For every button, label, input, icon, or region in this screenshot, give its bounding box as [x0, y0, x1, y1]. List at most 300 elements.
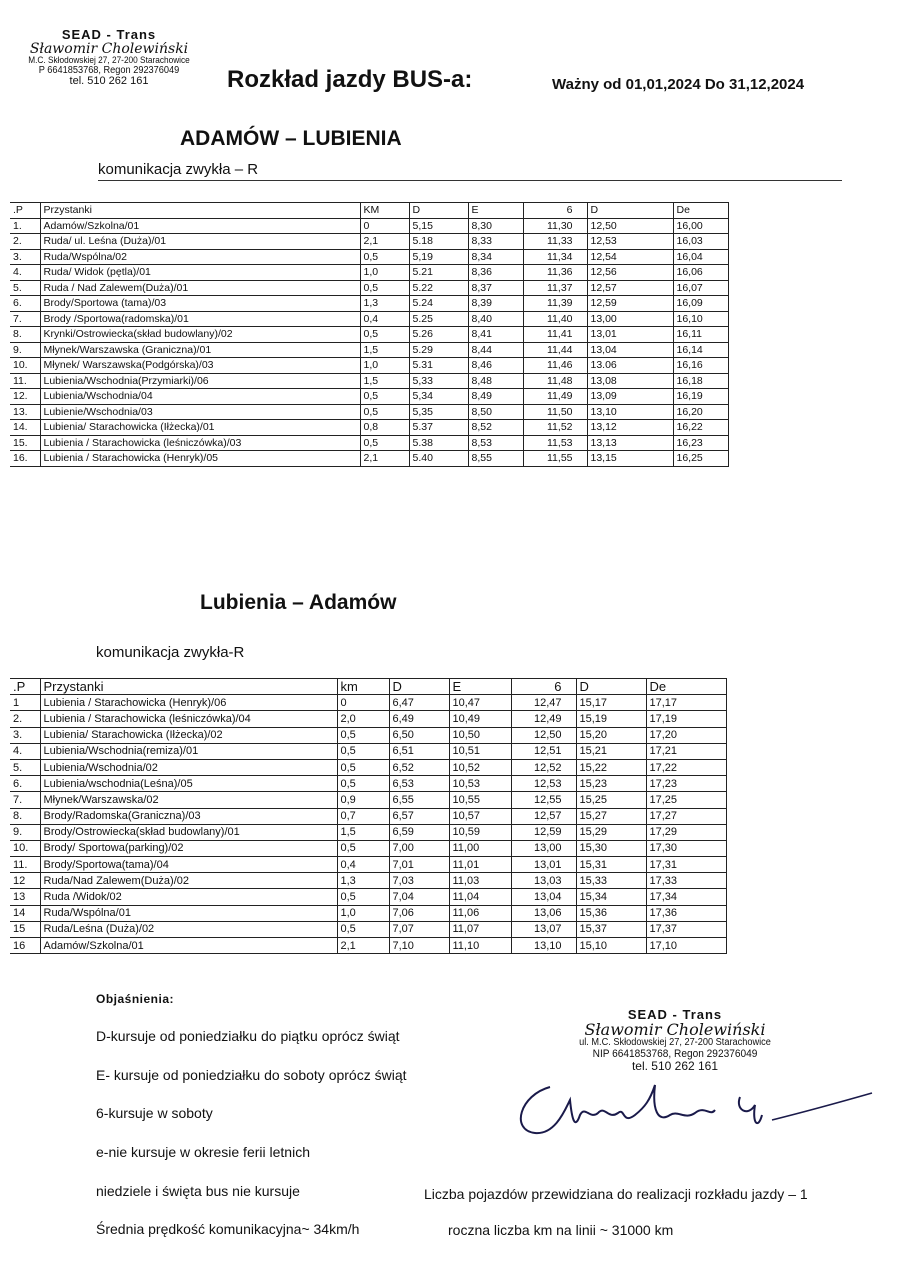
- cell-col-stop: Brody/ Sportowa(parking)/02: [40, 840, 337, 856]
- table-row: [10, 358, 728, 374]
- header-col-de: De: [673, 203, 728, 219]
- cell-col-d2: 13,01: [587, 327, 673, 343]
- cell-col-lp: 11.: [10, 373, 40, 389]
- route2-timetable: [10, 678, 727, 954]
- table-row: [10, 327, 728, 343]
- cell-col-stop: Krynki/Ostrowiecka(skład budowlany)/02: [40, 327, 360, 343]
- cell-col-d2: 15,37: [576, 921, 646, 937]
- cell-col-e: 10,50: [449, 727, 511, 743]
- cell-col-de: 16,06: [673, 265, 728, 281]
- cell-col-e: 8,53: [468, 435, 523, 451]
- route1-subtitle: komunikacja zwykła – R: [98, 161, 259, 178]
- cell-col-km: 1,5: [337, 824, 389, 840]
- legend-item: 6-kursuje w soboty: [96, 1105, 213, 1121]
- header-col-d2: D: [587, 203, 673, 219]
- cell-col-6: 11,40: [523, 311, 587, 327]
- cell-col-d2: 13,09: [587, 389, 673, 405]
- cell-col-km: 1,5: [360, 373, 409, 389]
- cell-col-d: 5,35: [409, 404, 468, 420]
- cell-col-6: 12,50: [511, 727, 576, 743]
- cell-col-6: 11,30: [523, 218, 587, 234]
- cell-col-e: 8,30: [468, 218, 523, 234]
- header-col-km: KM: [360, 203, 409, 219]
- cell-col-lp: 3.: [10, 249, 40, 265]
- header-col-d: D: [389, 679, 449, 695]
- cell-col-de: 17,17: [646, 695, 726, 711]
- cell-col-lp: 8.: [10, 808, 40, 824]
- cell-col-d2: 13,12: [587, 420, 673, 436]
- cell-col-e: 8,40: [468, 311, 523, 327]
- cell-col-km: 0,4: [337, 857, 389, 873]
- cell-col-lp: 12.: [10, 389, 40, 405]
- cell-col-de: 16,16: [673, 358, 728, 374]
- header-col-lp: .P: [10, 203, 40, 219]
- table-row: [10, 280, 728, 296]
- cell-col-de: 16,03: [673, 234, 728, 250]
- stamp-ids: NIP 6641853768, Regon 292376049: [592, 1047, 758, 1060]
- cell-col-d: 5.25: [409, 311, 468, 327]
- cell-col-d2: 15,17: [576, 695, 646, 711]
- stamp-company: SEAD - Trans: [627, 1007, 723, 1022]
- cell-col-km: 1,3: [337, 873, 389, 889]
- route1-rule: [98, 180, 842, 181]
- cell-col-d2: 15,33: [576, 873, 646, 889]
- cell-col-de: 17,19: [646, 711, 726, 727]
- table-row: [10, 249, 728, 265]
- header-col-km: km: [337, 679, 389, 695]
- cell-col-e: 11,06: [449, 905, 511, 921]
- cell-col-stop: Lubienia / Starachowicka (leśniczówka)/03: [40, 435, 360, 451]
- legend-item: e-nie kursuje w okresie ferii letnich: [96, 1144, 310, 1160]
- cell-col-km: 0,4: [360, 311, 409, 327]
- cell-col-stop: Lubienia / Starachowicka (leśniczówka)/04: [40, 711, 337, 727]
- cell-col-de: 16,20: [673, 404, 728, 420]
- table-row: [10, 840, 726, 856]
- table-row: [10, 373, 728, 389]
- cell-col-stop: Brody/Sportowa(tama)/04: [40, 857, 337, 873]
- stamp-address: M.C. Skłodowskiej 27, 27-200 Starachowice: [28, 55, 190, 66]
- cell-col-6: 12,51: [511, 743, 576, 759]
- cell-col-6: 11,36: [523, 265, 587, 281]
- cell-col-e: 10,53: [449, 776, 511, 792]
- cell-col-stop: Lubienia/ Starachowicka (Iłżecka)/01: [40, 420, 360, 436]
- cell-col-km: 1,5: [360, 342, 409, 358]
- cell-col-e: 8,55: [468, 451, 523, 467]
- cell-col-e: 8,41: [468, 327, 523, 343]
- cell-col-d: 6,55: [389, 792, 449, 808]
- cell-col-de: 16,18: [673, 373, 728, 389]
- cell-col-e: 8,46: [468, 358, 523, 374]
- cell-col-km: 2,1: [337, 938, 389, 954]
- cell-col-km: 1,0: [360, 265, 409, 281]
- cell-col-lp: 10.: [10, 358, 40, 374]
- table-row: [10, 792, 726, 808]
- cell-col-d: 7,10: [389, 938, 449, 954]
- cell-col-d2: 12,53: [587, 234, 673, 250]
- stamp-owner: Sławomir Cholewiński: [584, 1019, 766, 1039]
- header-col-d: D: [409, 203, 468, 219]
- cell-col-de: 17,21: [646, 743, 726, 759]
- header-col-lp: .P: [10, 679, 40, 695]
- cell-col-km: 0,5: [337, 921, 389, 937]
- cell-col-lp: 7.: [10, 792, 40, 808]
- yearly-km: roczna liczba km na linii ~ 31000 km: [448, 1222, 674, 1238]
- cell-col-km: 2,0: [337, 711, 389, 727]
- cell-col-km: 0,5: [360, 389, 409, 405]
- cell-col-d: 6,53: [389, 776, 449, 792]
- cell-col-stop: Lubienia/Wschodnia(remiza)/01: [40, 743, 337, 759]
- cell-col-e: 8,34: [468, 249, 523, 265]
- table-row: [10, 451, 728, 467]
- cell-col-stop: Brody/Ostrowiecka(skład budowlany)/01: [40, 824, 337, 840]
- cell-col-6: 11,53: [523, 435, 587, 451]
- cell-col-lp: 8.: [10, 327, 40, 343]
- cell-col-lp: 11.: [10, 857, 40, 873]
- table-row: [10, 311, 728, 327]
- cell-col-d: 5,19: [409, 249, 468, 265]
- cell-col-lp: 13: [10, 889, 40, 905]
- cell-col-d2: 15,25: [576, 792, 646, 808]
- cell-col-d: 7,04: [389, 889, 449, 905]
- cell-col-e: 11,10: [449, 938, 511, 954]
- cell-col-e: 8,48: [468, 373, 523, 389]
- cell-col-de: 16,09: [673, 296, 728, 312]
- cell-col-d2: 13,00: [587, 311, 673, 327]
- cell-col-de: 17,33: [646, 873, 726, 889]
- cell-col-e: 10,57: [449, 808, 511, 824]
- cell-col-stop: Lubienia / Starachowicka (Henryk)/05: [40, 451, 360, 467]
- cell-col-de: 17,31: [646, 857, 726, 873]
- cell-col-d2: 15,19: [576, 711, 646, 727]
- cell-col-6: 12,53: [511, 776, 576, 792]
- cell-col-d: 5.29: [409, 342, 468, 358]
- company-stamp-top: [14, 28, 204, 88]
- cell-col-d: 7,07: [389, 921, 449, 937]
- cell-col-km: 0: [360, 218, 409, 234]
- table-row: [10, 905, 726, 921]
- cell-col-lp: 14.: [10, 420, 40, 436]
- cell-col-km: 0,9: [337, 792, 389, 808]
- cell-col-e: 8,52: [468, 420, 523, 436]
- cell-col-d: 6,49: [389, 711, 449, 727]
- route2-title: Lubienia – Adamów: [200, 591, 397, 614]
- cell-col-d: 7,03: [389, 873, 449, 889]
- cell-col-lp: 2.: [10, 711, 40, 727]
- cell-col-km: 0,8: [360, 420, 409, 436]
- cell-col-km: 0,5: [337, 889, 389, 905]
- stamp-phone: tel. 510 262 161: [631, 1059, 719, 1074]
- cell-col-km: 0,5: [337, 776, 389, 792]
- cell-col-d: 6,50: [389, 727, 449, 743]
- cell-col-lp: 9.: [10, 342, 40, 358]
- cell-col-stop: Ruda /Widok/02: [40, 889, 337, 905]
- cell-col-lp: 1.: [10, 218, 40, 234]
- cell-col-lp: 5.: [10, 759, 40, 775]
- cell-col-stop: Brody/Radomska(Graniczna)/03: [40, 808, 337, 824]
- header-col-de: De: [646, 679, 726, 695]
- cell-col-lp: 7.: [10, 311, 40, 327]
- table-row: [10, 743, 726, 759]
- cell-col-stop: Lubienie/Wschodnia/03: [40, 404, 360, 420]
- cell-col-e: 10,59: [449, 824, 511, 840]
- legend-item: D-kursuje od poniedziałku do piątku oprócz świąt: [96, 1028, 400, 1044]
- cell-col-6: 11,39: [523, 296, 587, 312]
- table-header-row: [10, 203, 728, 219]
- cell-col-stop: Lubienia/Wschodnia(Przymiarki)/06: [40, 373, 360, 389]
- cell-col-6: 12,59: [511, 824, 576, 840]
- cell-col-d: 6,52: [389, 759, 449, 775]
- stamp-company: SEAD - Trans: [61, 27, 157, 42]
- header-col-e: E: [468, 203, 523, 219]
- cell-col-km: 0,5: [360, 280, 409, 296]
- cell-col-stop: Ruda/Leśna (Duża)/02: [40, 921, 337, 937]
- cell-col-6: 13,06: [511, 905, 576, 921]
- cell-col-km: 0,7: [337, 808, 389, 824]
- company-stamp-bottom: [560, 1008, 790, 1073]
- cell-col-6: 13,00: [511, 840, 576, 856]
- cell-col-de: 17,22: [646, 759, 726, 775]
- table-row: [10, 727, 726, 743]
- cell-col-6: 13,01: [511, 857, 576, 873]
- cell-col-d2: 15,22: [576, 759, 646, 775]
- cell-col-d2: 13.06: [587, 358, 673, 374]
- cell-col-6: 11,55: [523, 451, 587, 467]
- cell-col-de: 16,10: [673, 311, 728, 327]
- cell-col-lp: 15.: [10, 435, 40, 451]
- table-row: [10, 218, 728, 234]
- cell-col-d: 5.18: [409, 234, 468, 250]
- cell-col-d2: 15,23: [576, 776, 646, 792]
- cell-col-d: 6,59: [389, 824, 449, 840]
- table-row: [10, 296, 728, 312]
- cell-col-e: 10,55: [449, 792, 511, 808]
- cell-col-lp: 3.: [10, 727, 40, 743]
- cell-col-de: 16,11: [673, 327, 728, 343]
- cell-col-de: 17,20: [646, 727, 726, 743]
- cell-col-km: 0,5: [337, 759, 389, 775]
- cell-col-d: 6,47: [389, 695, 449, 711]
- cell-col-e: 11,01: [449, 857, 511, 873]
- cell-col-d2: 13,15: [587, 451, 673, 467]
- cell-col-stop: Młynek/Warszawska (Graniczna)/01: [40, 342, 360, 358]
- cell-col-d2: 12,57: [587, 280, 673, 296]
- cell-col-km: 0: [337, 695, 389, 711]
- cell-col-stop: Ruda/Wspólna/01: [40, 905, 337, 921]
- cell-col-stop: Lubienia/ Starachowicka (Iłżecka)/02: [40, 727, 337, 743]
- cell-col-de: 16,19: [673, 389, 728, 405]
- table-row: [10, 389, 728, 405]
- table-row: [10, 889, 726, 905]
- cell-col-de: 17,34: [646, 889, 726, 905]
- cell-col-6: 11,50: [523, 404, 587, 420]
- cell-col-stop: Młynek/Warszawska/02: [40, 792, 337, 808]
- cell-col-d: 5.31: [409, 358, 468, 374]
- cell-col-e: 11,04: [449, 889, 511, 905]
- header-col-d2: D: [576, 679, 646, 695]
- cell-col-d2: 15,36: [576, 905, 646, 921]
- cell-col-km: 0,5: [337, 727, 389, 743]
- cell-col-km: 0,5: [337, 840, 389, 856]
- cell-col-km: 1,0: [337, 905, 389, 921]
- cell-col-d2: 15,21: [576, 743, 646, 759]
- cell-col-d2: 13,13: [587, 435, 673, 451]
- cell-col-lp: 14: [10, 905, 40, 921]
- cell-col-km: 0,5: [360, 404, 409, 420]
- cell-col-d2: 12,56: [587, 265, 673, 281]
- cell-col-de: 16,00: [673, 218, 728, 234]
- cell-col-lp: 15: [10, 921, 40, 937]
- signature: [510, 1075, 890, 1145]
- cell-col-d2: 12,54: [587, 249, 673, 265]
- cell-col-6: 12,49: [511, 711, 576, 727]
- cell-col-stop: Młynek/ Warszawska(Podgórska)/03: [40, 358, 360, 374]
- cell-col-d: 5,33: [409, 373, 468, 389]
- cell-col-km: 0,5: [337, 743, 389, 759]
- cell-col-6: 13,03: [511, 873, 576, 889]
- legend-item: niedziele i święta bus nie kursuje: [96, 1183, 300, 1199]
- table-header-row: [10, 679, 726, 695]
- cell-col-de: 17,25: [646, 792, 726, 808]
- cell-col-lp: 12: [10, 873, 40, 889]
- cell-col-stop: Lubienia/Wschodnia/02: [40, 759, 337, 775]
- cell-col-e: 11,03: [449, 873, 511, 889]
- cell-col-d: 5.38: [409, 435, 468, 451]
- cell-col-e: 10,52: [449, 759, 511, 775]
- cell-col-stop: Ruda / Nad Zalewem(Duża)/01: [40, 280, 360, 296]
- cell-col-6: 13,07: [511, 921, 576, 937]
- cell-col-lp: 10.: [10, 840, 40, 856]
- cell-col-stop: Ruda/Wspólna/02: [40, 249, 360, 265]
- header-col-stop: Przystanki: [40, 203, 360, 219]
- cell-col-6: 13,04: [511, 889, 576, 905]
- cell-col-km: 2,1: [360, 451, 409, 467]
- cell-col-d: 6,51: [389, 743, 449, 759]
- cell-col-6: 11,49: [523, 389, 587, 405]
- cell-col-de: 17,23: [646, 776, 726, 792]
- cell-col-lp: 5.: [10, 280, 40, 296]
- cell-col-lp: 9.: [10, 824, 40, 840]
- cell-col-d2: 15,30: [576, 840, 646, 856]
- table-row: [10, 234, 728, 250]
- cell-col-e: 11,07: [449, 921, 511, 937]
- cell-col-stop: Lubienia/Wschodnia/04: [40, 389, 360, 405]
- cell-col-d: 7,01: [389, 857, 449, 873]
- cell-col-de: 16,14: [673, 342, 728, 358]
- legend-item: Średnia prędkość komunikacyjna~ 34km/h: [96, 1221, 360, 1237]
- cell-col-6: 12,57: [511, 808, 576, 824]
- cell-col-lp: 13.: [10, 404, 40, 420]
- cell-col-d: 7,00: [389, 840, 449, 856]
- cell-col-stop: Lubienia/wschodnia(Leśna)/05: [40, 776, 337, 792]
- cell-col-km: 2,1: [360, 234, 409, 250]
- cell-col-e: 10,49: [449, 711, 511, 727]
- cell-col-lp: 6.: [10, 776, 40, 792]
- table-row: [10, 695, 726, 711]
- header-col-6: 6: [511, 679, 576, 695]
- cell-col-stop: Brody /Sportowa(radomska)/01: [40, 311, 360, 327]
- vehicles-count: Liczba pojazdów przewidziana do realizacji rozkładu jazdy – 1: [424, 1186, 808, 1202]
- cell-col-6: 11,46: [523, 358, 587, 374]
- cell-col-de: 17,29: [646, 824, 726, 840]
- cell-col-d2: 15,10: [576, 938, 646, 954]
- route1-title: ADAMÓW – LUBIENIA: [180, 127, 402, 150]
- cell-col-stop: Lubienia / Starachowicka (Henryk)/06: [40, 695, 337, 711]
- cell-col-de: 16,04: [673, 249, 728, 265]
- cell-col-6: 11,37: [523, 280, 587, 296]
- cell-col-de: 17,10: [646, 938, 726, 954]
- table-row: [10, 857, 726, 873]
- cell-col-de: 16,25: [673, 451, 728, 467]
- cell-col-e: 8,44: [468, 342, 523, 358]
- cell-col-de: 17,36: [646, 905, 726, 921]
- cell-col-km: 1,3: [360, 296, 409, 312]
- table-row: [10, 921, 726, 937]
- cell-col-e: 8,49: [468, 389, 523, 405]
- cell-col-d2: 15,31: [576, 857, 646, 873]
- cell-col-stop: Adamów/Szkolna/01: [40, 218, 360, 234]
- cell-col-6: 12,52: [511, 759, 576, 775]
- validity-period: Ważny od 01,01,2024 Do 31,12,2024: [552, 76, 805, 93]
- cell-col-d: 5.26: [409, 327, 468, 343]
- document-title: Rozkład jazdy BUS-a:: [227, 66, 473, 93]
- cell-col-6: 11,34: [523, 249, 587, 265]
- table-row: [10, 435, 728, 451]
- header-col-6: 6: [523, 203, 587, 219]
- table-row: [10, 420, 728, 436]
- cell-col-de: 17,27: [646, 808, 726, 824]
- cell-col-e: 10,47: [449, 695, 511, 711]
- cell-col-stop: Brody/Sportowa (tama)/03: [40, 296, 360, 312]
- cell-col-de: 16,22: [673, 420, 728, 436]
- cell-col-d2: 15,20: [576, 727, 646, 743]
- header-col-stop: Przystanki: [40, 679, 337, 695]
- stamp-ids: P 6641853768, Regon 292376049: [38, 64, 180, 76]
- stamp-phone: tel. 510 262 161: [69, 75, 149, 88]
- cell-col-e: 8,39: [468, 296, 523, 312]
- cell-col-lp: 1: [10, 695, 40, 711]
- table-row: [10, 342, 728, 358]
- cell-col-d2: 15,27: [576, 808, 646, 824]
- header-col-e: E: [449, 679, 511, 695]
- cell-col-d2: 15,34: [576, 889, 646, 905]
- cell-col-de: 16,07: [673, 280, 728, 296]
- stamp-owner: Sławomir Cholewiński: [29, 40, 189, 57]
- route1-timetable: [10, 202, 729, 467]
- cell-col-e: 8,37: [468, 280, 523, 296]
- cell-col-e: 8,33: [468, 234, 523, 250]
- cell-col-d: 5.40: [409, 451, 468, 467]
- cell-col-lp: 16.: [10, 451, 40, 467]
- cell-col-d: 7,06: [389, 905, 449, 921]
- table-row: [10, 808, 726, 824]
- cell-col-6: 11,44: [523, 342, 587, 358]
- cell-col-stop: Ruda/Nad Zalewem(Duża)/02: [40, 873, 337, 889]
- table-row: [10, 938, 726, 954]
- cell-col-6: 11,33: [523, 234, 587, 250]
- cell-col-d2: 13,10: [587, 404, 673, 420]
- stamp-address: ul. M.C. Skłodowskiej 27, 27-200 Starachowice: [579, 1037, 771, 1049]
- cell-col-lp: 6.: [10, 296, 40, 312]
- cell-col-d2: 12,59: [587, 296, 673, 312]
- cell-col-e: 11,00: [449, 840, 511, 856]
- cell-col-km: 1,0: [360, 358, 409, 374]
- cell-col-d: 5,34: [409, 389, 468, 405]
- legend-heading: Objaśnienia:: [96, 992, 175, 1006]
- table-row: [10, 873, 726, 889]
- cell-col-e: 10,51: [449, 743, 511, 759]
- route2-subtitle: komunikacja zwykła-R: [96, 644, 245, 661]
- cell-col-lp: 4.: [10, 265, 40, 281]
